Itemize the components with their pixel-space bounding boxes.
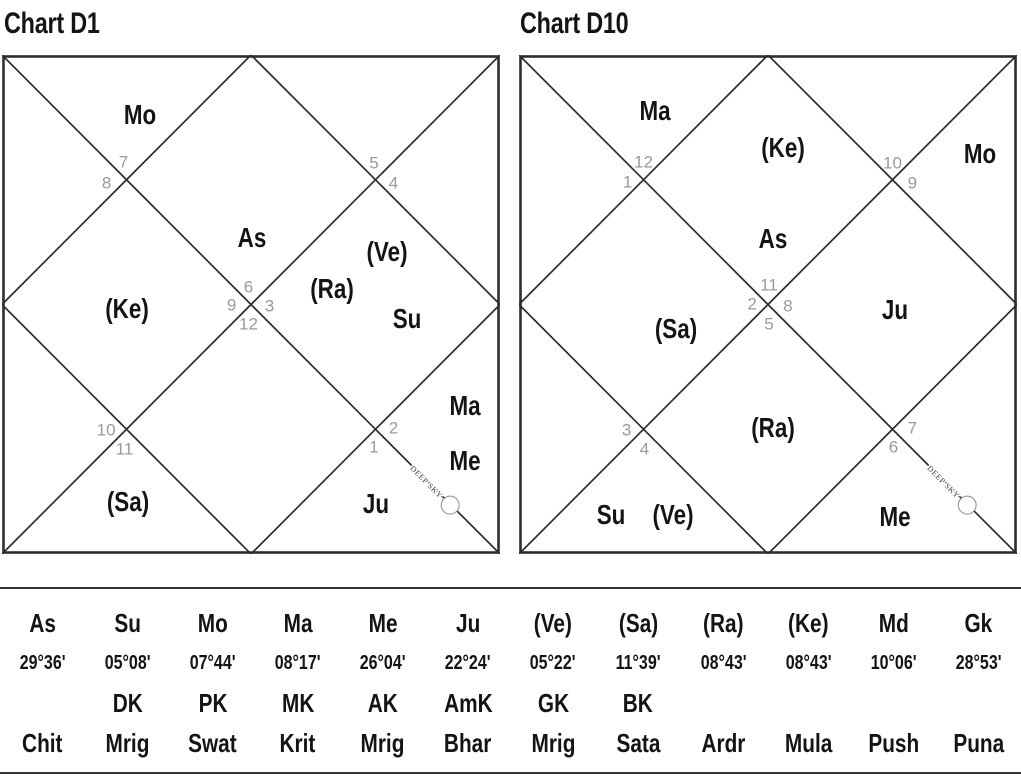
planet-label-ke: (Ke) (105, 292, 149, 324)
planet-name (936, 603, 1021, 643)
house-sign-number-4: 4 (388, 173, 399, 193)
table-bottom-divider (0, 772, 1021, 774)
house-sign-number-1: 1 (369, 437, 379, 457)
planet-label-as: As (758, 223, 788, 255)
planet-degree (851, 643, 936, 683)
planet-degree (170, 643, 255, 683)
planet-karaka (255, 683, 340, 723)
planet-name-text: Su (114, 607, 141, 638)
planet-nakshatra-text: Chit (22, 727, 63, 758)
planet-degree-text: 05°08' (104, 651, 151, 674)
planet-karaka (681, 683, 766, 723)
planet-column-ve (510, 603, 595, 773)
house-sign-number-12: 12 (239, 314, 258, 334)
planet-degree (255, 643, 340, 683)
planet-degree-text: 08°17' (274, 651, 321, 674)
planet-karaka (766, 683, 851, 723)
planet-karaka (851, 683, 936, 723)
planet-nakshatra-text: Push (867, 727, 919, 758)
house-sign-number-9: 9 (907, 173, 918, 193)
planet-degree-text: 11°39' (615, 651, 661, 674)
planet-label-su: Su (596, 499, 625, 531)
planet-label-ju: Ju (362, 488, 390, 520)
planet-name (851, 603, 936, 643)
planet-nakshatra-text: Sata (616, 727, 661, 758)
house-sign-number-6: 6 (243, 277, 254, 297)
planet-name-text: Ma (283, 607, 313, 638)
planet-karaka (425, 683, 510, 723)
planet-column-mo (170, 603, 255, 773)
planet-name-text: (Ra) (702, 607, 744, 638)
planet-name-text: Me (368, 607, 398, 638)
planet-name (425, 603, 510, 643)
planet-label-ju: Ju (882, 293, 909, 325)
planet-name-text: (Ke) (788, 607, 829, 638)
planet-nakshatra-text: Krit (279, 727, 316, 758)
planet-label-as: As (237, 222, 267, 254)
planet-degree (0, 643, 85, 683)
house-sign-number-8: 8 (783, 296, 793, 316)
planet-degree (936, 643, 1021, 683)
planet-degree (85, 643, 170, 683)
planet-karaka-text: MK (281, 687, 314, 718)
planet-degree (510, 643, 595, 683)
planet-degree (766, 643, 851, 683)
planet-karaka-text: AK (367, 687, 398, 718)
planet-karaka (596, 683, 681, 723)
house-sign-number-2: 2 (388, 418, 399, 438)
planet-nakshatra-text: Mrig (360, 727, 405, 758)
planet-degree-text: 28°53' (955, 651, 1002, 674)
chart-d10-title: Chart D10 (520, 7, 629, 40)
planet-degree (425, 643, 510, 683)
planet-degree (596, 643, 681, 683)
house-sign-number-12: 12 (634, 152, 653, 172)
planet-label-me: Me (879, 501, 912, 533)
planet-nakshatra-text: Mrig (531, 727, 575, 758)
planet-name (0, 603, 85, 643)
planet-name (340, 603, 425, 643)
house-sign-number-8: 8 (101, 173, 112, 193)
planet-name-text: Ju (455, 607, 481, 638)
planet-nakshatra-text: Puna (952, 727, 1004, 758)
house-sign-number-3: 3 (264, 296, 275, 316)
planet-karaka (936, 683, 1021, 723)
planet-name-text: Gk (964, 607, 993, 638)
planet-nakshatra (681, 723, 766, 763)
planet-column-ra (681, 603, 766, 773)
planet-label-mo: Mo (123, 98, 157, 130)
planet-column-md (851, 603, 936, 773)
planet-nakshatra (340, 723, 425, 763)
planet-name-text: (Ve) (533, 607, 573, 638)
planet-karaka-text: DK (112, 687, 143, 718)
planet-nakshatra (766, 723, 851, 763)
planet-column-ma (255, 603, 340, 773)
planet-nakshatra (851, 723, 936, 763)
planet-degree-text: 10°06' (870, 651, 917, 674)
planet-name (596, 603, 681, 643)
planet-label-su: Su (392, 303, 422, 335)
planet-nakshatra-text: Mrig (105, 727, 150, 758)
house-sign-number-1: 1 (622, 172, 633, 192)
planet-nakshatra (936, 723, 1021, 763)
planet-label-ve: (Ve) (652, 499, 694, 531)
planet-degree-text: 07°44' (189, 651, 236, 674)
planet-label-sa: (Sa) (655, 312, 698, 344)
house-sign-number-9: 9 (226, 295, 237, 315)
house-sign-number-10: 10 (96, 420, 116, 440)
chart-d1-labels-layer (2, 55, 500, 554)
house-sign-number-7: 7 (118, 152, 129, 172)
planet-karaka-text: AmK (443, 687, 493, 718)
planet-nakshatra (0, 723, 85, 763)
planet-label-sa: (Sa) (106, 485, 150, 517)
planet-name (766, 603, 851, 643)
planet-nakshatra (425, 723, 510, 763)
planet-name-text: Md (878, 607, 909, 638)
planet-name (170, 603, 255, 643)
house-sign-number-5: 5 (764, 314, 774, 334)
planet-label-ve: (Ve) (366, 236, 408, 268)
planet-label-ra: (Ra) (310, 273, 354, 305)
chart-d1-kundli (2, 55, 500, 554)
house-sign-number-7: 7 (907, 418, 918, 438)
planet-nakshatra (596, 723, 681, 763)
planet-degree (340, 643, 425, 683)
planet-name-text: (Sa) (618, 607, 658, 638)
chart-d1-title: Chart D1 (4, 7, 100, 40)
planet-karaka (0, 683, 85, 723)
planet-degree-text: 05°22' (530, 651, 576, 674)
planet-karaka-text: GK (537, 687, 569, 718)
planet-nakshatra-text: Swat (188, 727, 237, 758)
planet-karaka (340, 683, 425, 723)
planet-column-ke (766, 603, 851, 773)
planet-karaka (510, 683, 595, 723)
house-sign-number-4: 4 (639, 439, 650, 459)
planet-nakshatra (85, 723, 170, 763)
house-sign-number-2: 2 (747, 294, 757, 314)
planet-degree-text: 08°43' (700, 651, 747, 674)
planet-column-ju (425, 603, 510, 773)
planet-name-text: As (29, 607, 56, 638)
planet-label-ma: Ma (449, 389, 481, 421)
planet-label-ma: Ma (639, 94, 671, 126)
planet-degree-text: 22°24' (445, 651, 491, 674)
planet-name (681, 603, 766, 643)
house-sign-number-5: 5 (369, 153, 379, 173)
planet-label-mo: Mo (963, 137, 997, 169)
planet-label-ra: (Ra) (751, 411, 795, 443)
planet-name (85, 603, 170, 643)
planet-label-me: Me (449, 445, 481, 477)
house-sign-number-3: 3 (621, 420, 632, 440)
planet-degree-text: 26°04' (359, 651, 406, 674)
planet-column-su (85, 603, 170, 773)
planet-nakshatra (255, 723, 340, 763)
chart-d10-kundli (519, 55, 1017, 554)
planet-nakshatra-text: Mula (784, 727, 832, 758)
planet-karaka-text: BK (623, 687, 654, 718)
planet-nakshatra-text: Bhar (444, 727, 492, 758)
planet-degree (681, 643, 766, 683)
planet-column-me (340, 603, 425, 773)
watermark-text: DEEP SKY (925, 463, 962, 501)
planet-column-sa (596, 603, 681, 773)
planet-label-ke: (Ke) (761, 131, 805, 163)
planet-degree-text: 29°36' (19, 651, 66, 674)
planet-degree-text: 08°43' (785, 651, 832, 674)
house-sign-number-11: 11 (760, 275, 778, 295)
planet-nakshatra (510, 723, 595, 763)
planet-nakshatra (170, 723, 255, 763)
chart-d10-labels-layer (519, 55, 1017, 554)
planet-table (0, 588, 1021, 773)
planet-nakshatra-text: Ardr (701, 727, 746, 758)
planet-name (510, 603, 595, 643)
planet-karaka (170, 683, 255, 723)
house-sign-number-11: 11 (115, 439, 134, 459)
planet-karaka-text: PK (198, 687, 228, 718)
planet-column-as (0, 603, 85, 773)
planet-name-text: Mo (197, 607, 228, 638)
watermark-text: DEEP SKY (408, 463, 445, 501)
house-sign-number-10: 10 (883, 153, 902, 173)
planet-column-gk (936, 603, 1021, 773)
planet-karaka (85, 683, 170, 723)
planet-name (255, 603, 340, 643)
house-sign-number-6: 6 (888, 437, 899, 457)
